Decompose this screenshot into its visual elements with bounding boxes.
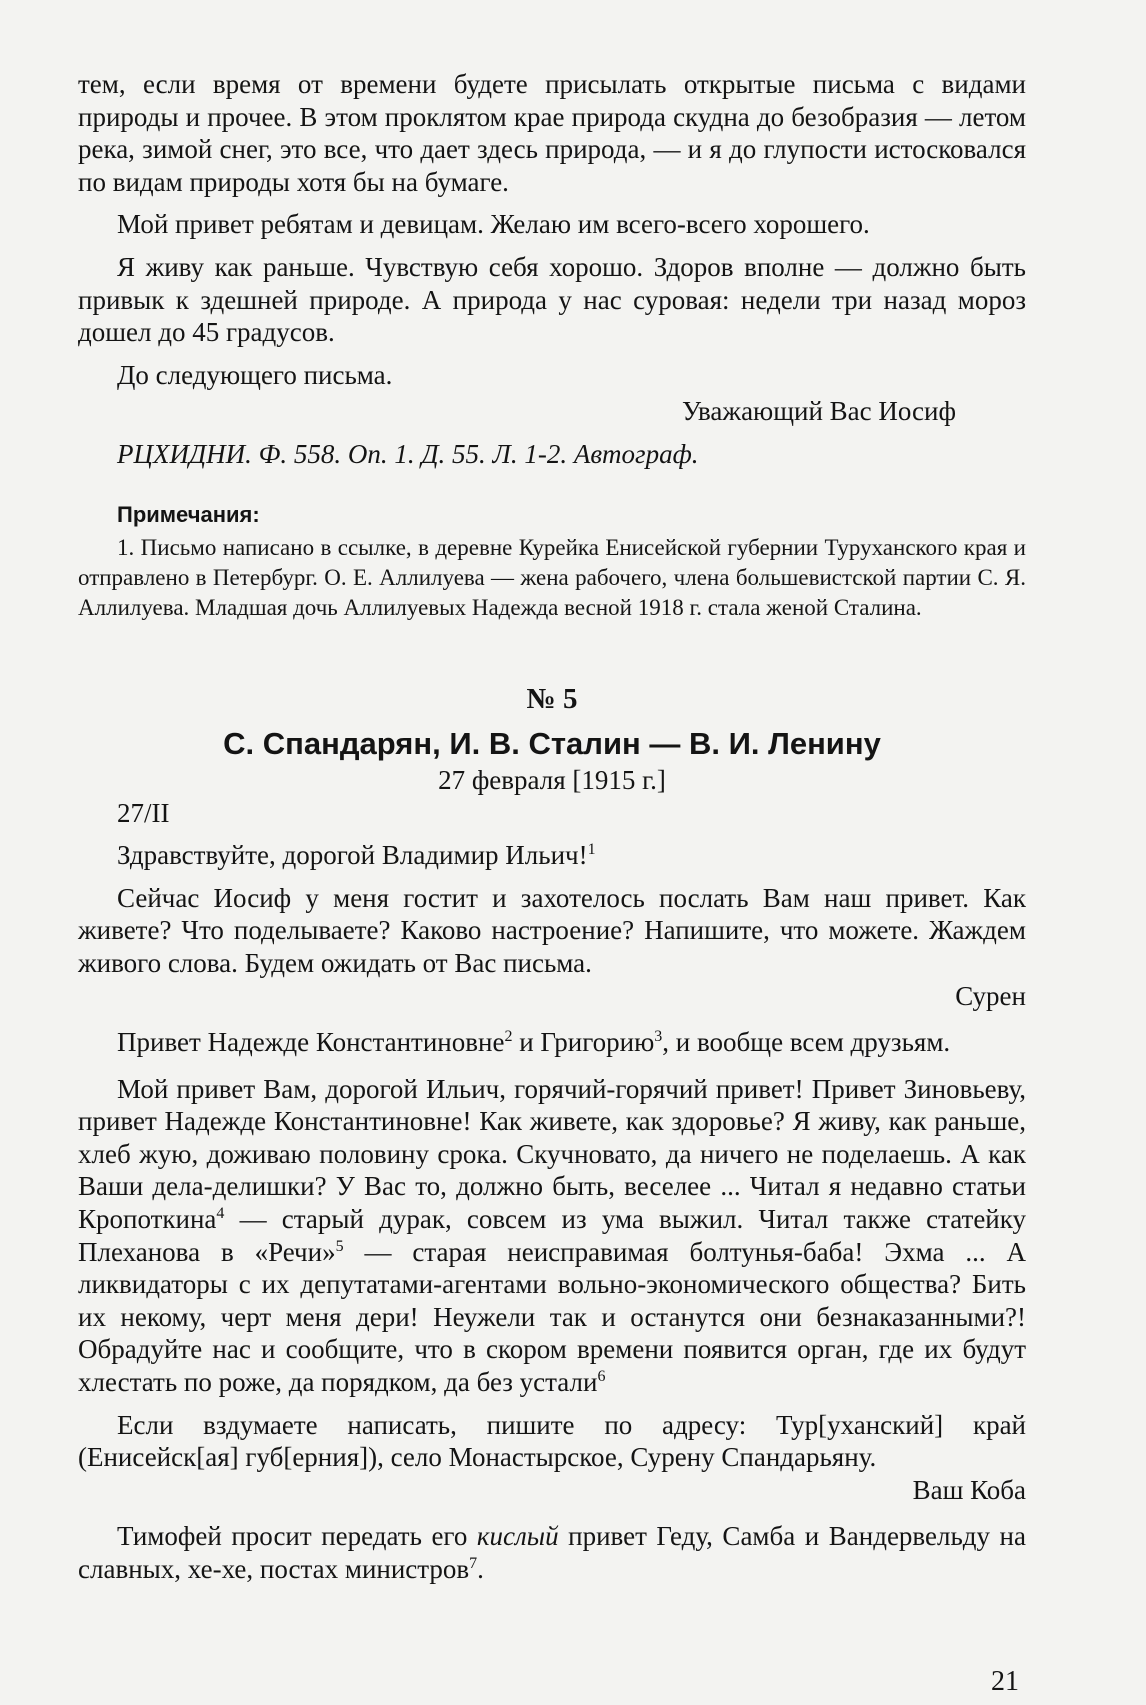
final-emphasis: кислый [476, 1521, 559, 1552]
greeting-footnote: 1 [587, 841, 596, 859]
privet-part-2: и Григорию [512, 1027, 655, 1058]
long-footnote-1: 4 [216, 1205, 225, 1223]
final-period: . [477, 1554, 484, 1584]
notes-title: Примечания: [117, 501, 260, 527]
notes-body: 1. Письмо написано в ссылке, в деревне Курейка Енисейской губернии Туруханского края и отправлено в Петербург. О. Е. Аллилуева — жена рабочего, члена большевистской партии С. Я. Аллилуева. Младшая дочь Аллилуевых Надежда весной 1918 г. стала женой Сталина. [78, 534, 1026, 620]
page-number: 21 [991, 1666, 1019, 1697]
privet-part-1: Привет Надежде Константиновне [117, 1027, 505, 1058]
letter-greeting [78, 839, 1026, 872]
opening-paragraph-4: До следующего письма. [117, 359, 393, 390]
opening-paragraph-1: тем, если время от времени будете присылать открытые письма с видами природы и прочее. В этом проклятом крае природа скудна до безобразия — летом река, зимой снег, это все, что дает здесь природа, — и я до глупости истосковался по видам природы хотя бы на бумаге. [78, 69, 1026, 197]
opening-paragraph-3: Я живу как раньше. Чувствую себя хорошо. Здоров вполне — должно быть привык к здешней природе. А природа у нас суровая: недели три назад мороз дошел до 45 градусов. [78, 251, 1026, 348]
privet-footnote-2: 3 [654, 1028, 663, 1046]
long-footnote-3: 6 [597, 1368, 606, 1386]
signature-koba: Ваш Коба [912, 1474, 1026, 1505]
final-footnote: 7 [469, 1555, 478, 1572]
signature-suren: Сурен [955, 980, 1026, 1011]
final-part-2: привет Геду, Самба и Вандервельду на славных, хе-хе, постах министров [78, 1521, 1026, 1584]
archive-reference: РЦХИДНИ. Ф. 558. Оп. 1. Д. 55. Л. 1-2. Автограф. [117, 438, 699, 469]
letter-paragraph-4 [78, 1073, 1026, 1399]
letter-paragraph-3 [78, 1026, 1026, 1059]
first-signature: Уважающий Вас Иосиф [681, 396, 956, 427]
final-part-1: Тимофей просит передать его [117, 1521, 477, 1552]
long-footnote-2: 5 [335, 1237, 344, 1255]
long-paragraph-part-3: — старая неисправимая болтунья-баба! Эхма ... А ликвидаторы с их депутатами-агентами вольно-экономического общества? Бить их некому, черт меня дери! Неужели так и останутся они безнаказанными?! Обрадуйте нас и сообщите, что в скором времени появится орган, где их будут хлестать по роже, да порядком, да без устали [78, 1236, 1026, 1398]
document-short-date: 27/II [117, 797, 170, 828]
letter-greeting-text: Здравствуйте, дорогой Владимир Ильич! [117, 840, 588, 871]
page-content [78, 68, 1026, 1586]
privet-footnote-1: 2 [504, 1028, 513, 1046]
opening-paragraph-2: Мой привет ребятам и девицам. Желаю им всего-всего хорошего. [117, 209, 870, 240]
long-paragraph-part-2: — старый дурак, совсем из ума выжил. Читал также статейку Плеханова в «Речи» [78, 1204, 1026, 1267]
letter-paragraph-5: Если вздумаете написать, пишите по адресу: Тур[уханский] край (Енисейск[ая] губ[ерния]), село Монастырское, Сурену Спандарьяну. [78, 1409, 1026, 1473]
privet-part-3: , и вообще всем друзьям. [662, 1027, 951, 1058]
letter-paragraph-6 [78, 1520, 1026, 1585]
long-paragraph-part-1: Мой привет Вам, дорогой Ильич, горячий-горячий привет! Привет Зиновьеву, привет Надежде Константиновне! Как живете, как здоровье? Я живу, как раньше, хлеб жую, доживаю половину срока. Скучновато, да ничего не поделаешь. А как Ваши дела-делишки? У Вас то, должно быть, веселее ... Читал я недавно статьи Кропоткина [78, 1073, 1026, 1235]
document-date: 27 февраля [1915 г.] [438, 764, 666, 795]
letter-paragraph-2: Сейчас Иосиф у меня гостит и захотелось послать Вам наш привет. Как живете? Что поделываете? Каково настроение? Напишите, что можете. Жаждем живого слова. Будем ожидать от Вас письма. [78, 882, 1026, 978]
document-number: № 5 [526, 682, 578, 715]
document-title: С. Спандарян, И. В. Сталин — В. И. Ленину [223, 725, 881, 761]
